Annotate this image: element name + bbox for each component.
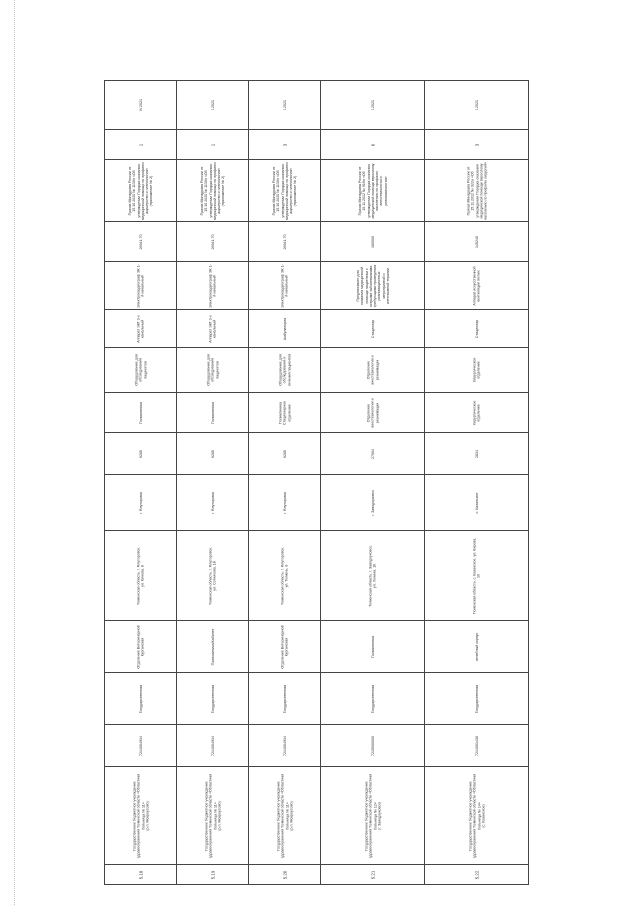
cell-facility: Отделение Ветеринарной Курганская [280, 624, 289, 669]
cell-city: г. Ялуторовск [210, 491, 215, 514]
cell-address: Тюменская область, г. Ялуторовск, ул. Тюмень, 8 [280, 546, 289, 605]
cell-model: Электрокардиограф ЭК 1-й канальный [208, 263, 217, 308]
cell-index: 6285 [282, 449, 287, 458]
cell-number: 5.18 [138, 870, 143, 879]
cell-index: 27004 [370, 448, 375, 459]
document-table [104, 80, 529, 885]
row-index [105, 433, 529, 475]
row-facility [105, 621, 529, 673]
cell-price: 26941,70 [138, 234, 143, 249]
cell-term: I.2021 [210, 100, 215, 110]
cell-basis: Приказ Минздрава России от 15.10.2020 № 1130н «Об утверждении Порядка оказания медицинской помощи по профилю акушерство и гинекология» (приложение № 2) [271, 161, 298, 220]
cell-code: 7214004934 [282, 735, 287, 756]
cell-qty: 3 [474, 143, 479, 146]
cell-kind: Отделение анестезиологии и реанимации [366, 397, 379, 428]
cell-name: Государственное бюджетное учреждение здравоохранения Тюменской области «Областная больница № 14» (с. Казанское) [467, 773, 485, 858]
cell-number: 5.22 [474, 870, 479, 879]
row-equip [105, 310, 529, 348]
row-address [105, 531, 529, 621]
cell-number: 5.21 [370, 870, 375, 879]
cell-price: 145240 [474, 235, 479, 248]
cell-number: 5.19 [210, 870, 215, 879]
cell-basis: Приказ Минздрава России от 15.11.2012 № 922н «Об утверждении Порядка оказания медицинской помощи взрослому населению по профилю хирургия» [465, 161, 487, 220]
row-kind [105, 393, 529, 433]
row-model [105, 262, 529, 310]
cell-city: с. Казанское [474, 492, 479, 513]
cell-purpose: Отделение анестезиологии и реанимации [366, 355, 379, 385]
cell-qty: 6 [370, 143, 375, 146]
cell-kind: Поликлиника [210, 401, 215, 424]
cell-code: 7214001436 [474, 735, 479, 756]
cell-ownership: Государственная [370, 684, 375, 713]
cell-name: Государственное бюджетное учреждение здравоохранения Тюменской области «Областная больница № 11» (р.п. Мокроусово) [131, 773, 149, 858]
cell-name: Государственное бюджетное учреждение здравоохранения Тюменской области «Областная больница № 11» (р.п. Мокроусово) [275, 773, 293, 858]
cell-term: IV.2021 [138, 98, 143, 112]
cell-equip: Амбулатория [282, 317, 287, 340]
cell-model: Аппарат искусственной вентиляции легких [472, 265, 481, 306]
cell-basis: Приказ Минздрава России от 15.11.2012 № 919н «Об утверждении Порядка оказания медицинской помощи взрослому населению по профилю анестезиология и реаниматология» [357, 162, 388, 219]
row-basis [105, 160, 529, 222]
cell-equip: Стационар [474, 319, 479, 338]
cell-index: 6285 [210, 449, 215, 458]
cell-purpose: Оборудование для обследования и лечения пациентов [278, 353, 291, 387]
cell-equip: Аппарат ЭКГ 3-х канальный [208, 314, 217, 343]
cell-term: I.2021 [474, 100, 479, 110]
cell-equip: Аппарат ЭКГ 3-х канальный [136, 314, 145, 343]
cell-address: Тюменская область, г. Заводоуковск, ул. Ленина, 16 [368, 544, 377, 607]
cell-facility: лечебный корпус [474, 632, 479, 661]
cell-kind: Поликлиника Стационарное отделение [278, 400, 291, 425]
cell-name: Государственное бюджетное учреждение здравоохранения Тюменской области «Областная больница № 11» (р.п. Мокроусово) [203, 773, 221, 858]
cell-city: г. Заводоуковск [370, 489, 375, 516]
cell-basis: Приказ Минздрава России от 15.10.2020 № 1130н «Об утверждении Порядка оказания медицинской помощи по профилю акушерство и гинекология» (приложение № 2) [127, 161, 154, 220]
row-purpose [105, 348, 529, 393]
cell-price: 26941,70 [210, 234, 215, 249]
cell-qty: 1 [138, 143, 143, 146]
cell-index: 6285 [138, 449, 143, 458]
cell-number: 5.20 [282, 870, 287, 879]
row-term [105, 81, 529, 130]
cell-address: Тюменская область, с. Казанское, ул. Кирова, 10 [472, 537, 481, 614]
cell-purpose: Хирургическое отделение [472, 357, 481, 383]
cell-qty: 1 [210, 143, 215, 146]
cell-term: I.2021 [370, 100, 375, 110]
cell-ownership: Государственная [282, 684, 287, 713]
cell-city: г. Ялуторовск [138, 491, 143, 514]
row-code [105, 725, 529, 767]
cell-address: Тюменская область, г. Ялуторовск, ул. Сотникова, 18 [208, 546, 217, 605]
cell-model: Электрокардиограф ЭК 1-й канальный [136, 263, 145, 308]
cell-name: Государственное бюджетное учреждение здравоохранения Тюменской области «Областная больница № 12» (г. Заводоуковск) [363, 773, 381, 858]
cell-code: 7215000000 [370, 735, 375, 756]
cell-kind: Поликлиника [138, 401, 143, 424]
cell-basis: Приказ Минздрава России от 15.10.2020 № 1130н «Об утверждении Порядка оказания медицинской помощи по профилю акушерство и гинекология» (приложение № 2) [199, 161, 226, 220]
row-price [105, 222, 529, 262]
cell-address: Тюменская область, г. Ялуторовск, ул. Кинова, 8 [136, 546, 145, 605]
cell-ownership: Государственная [474, 684, 479, 713]
cell-facility: Отделение Ветеринарной Курганская [136, 624, 145, 669]
row-name [105, 767, 529, 865]
cell-purpose: Оборудование для обследования пациентов [206, 354, 219, 386]
cell-term: I.2021 [282, 100, 287, 110]
page-edge-marks [14, 0, 17, 905]
cell-model: Предназначен для оказания медицинской помощи пациентам с острыми заболеваниями, требующими проведения реанимационных мероприятий и интенсивной терапии [355, 264, 390, 307]
row-qty [105, 130, 529, 160]
cell-price: 160000 [370, 235, 375, 248]
cell-code: 7214004934 [138, 735, 143, 756]
cell-ownership: Государственная [210, 684, 215, 713]
cell-equip: Стационар [370, 319, 375, 338]
row-city [105, 475, 529, 531]
cell-ownership: Государственная [138, 684, 143, 713]
cell-purpose: Оборудование для обследования пациентов [134, 354, 147, 386]
cell-index: 2834 [474, 449, 479, 458]
cell-kind: Хирургическое отделение [472, 400, 481, 425]
cell-facility: Поликлиника [370, 635, 375, 658]
cell-model: Электрокардиограф ЭК 1-й канальный [280, 263, 289, 308]
cell-price: 26941,70 [282, 234, 287, 249]
cell-city: г. Ялуторовск [282, 491, 287, 514]
cell-qty: 3 [282, 143, 287, 146]
row-ownership [105, 673, 529, 725]
row-number [105, 865, 529, 885]
cell-code: 7214004934 [210, 735, 215, 756]
cell-facility: Поликлиника/Кабинет [210, 628, 215, 665]
